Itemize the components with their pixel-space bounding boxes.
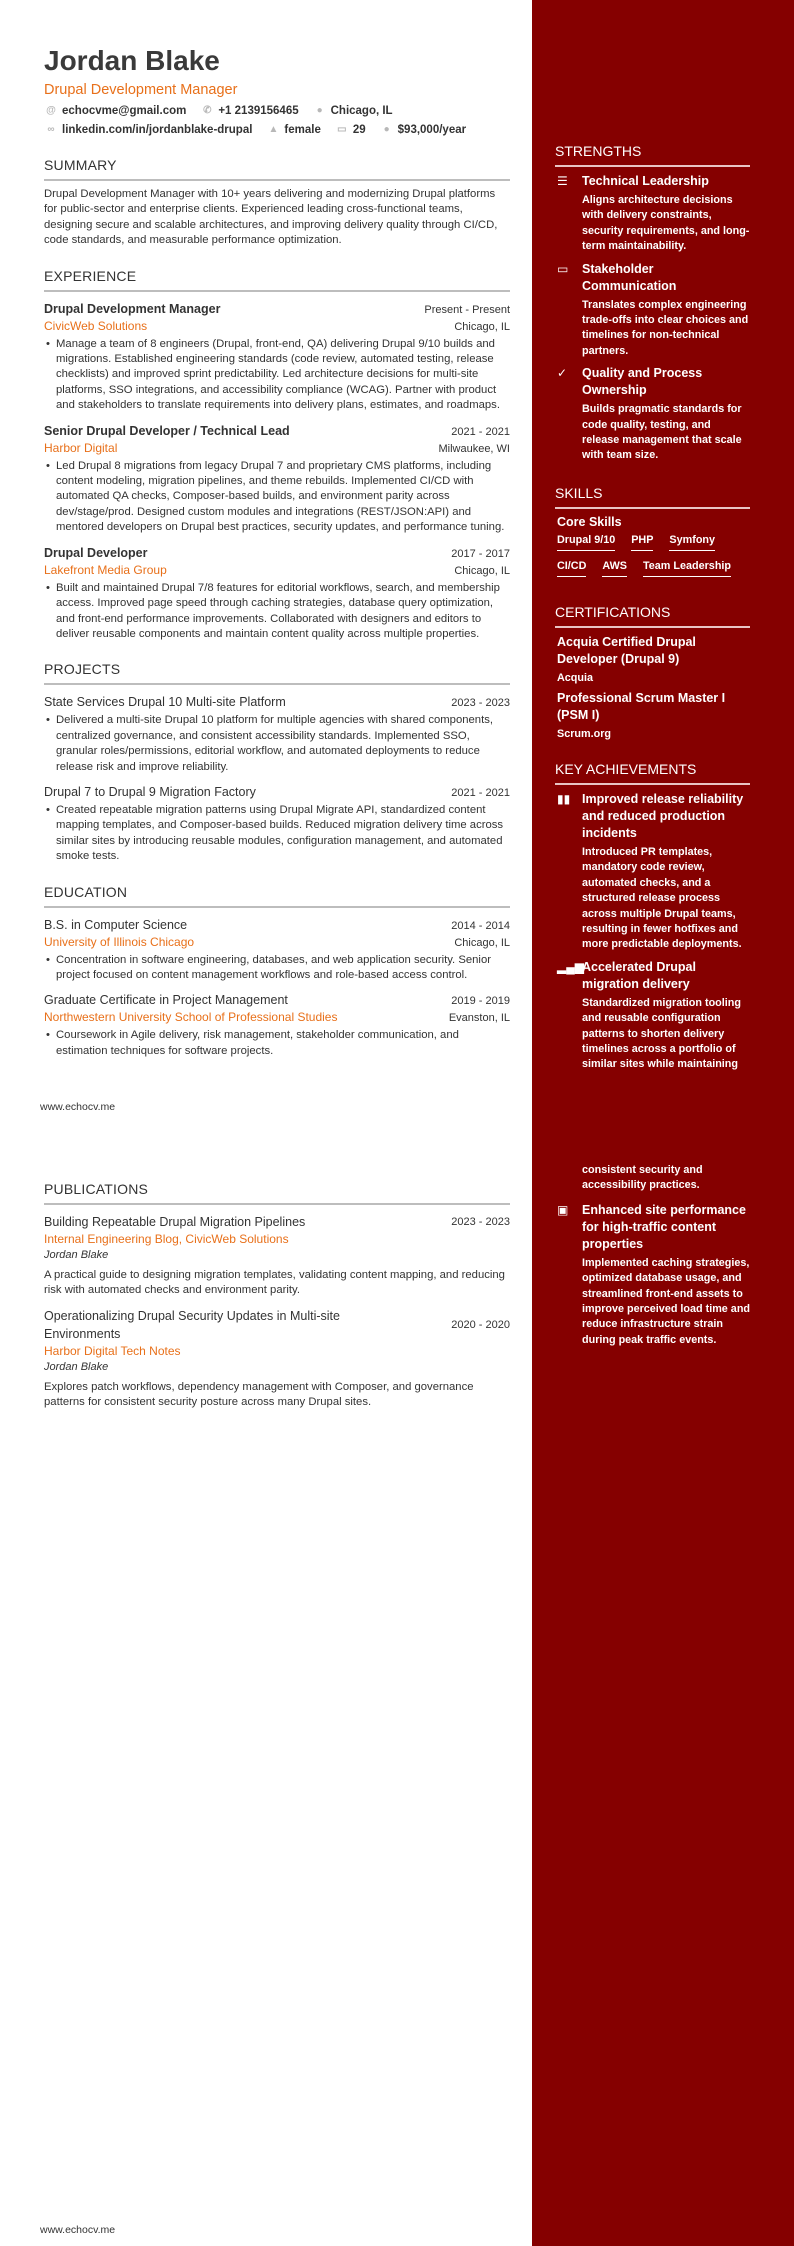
certification-issuer: Acquia bbox=[557, 671, 593, 684]
sidebar bbox=[532, 1123, 794, 2246]
salary: $93,000/year bbox=[397, 124, 467, 136]
publication-description: A practical guide to designing migration templates, validating content mapping, and reducing risk with automated checks and environment parity. bbox=[44, 1269, 505, 1297]
database-icon: ☰ bbox=[557, 174, 568, 188]
candidate-name: Jordan Blake bbox=[44, 45, 220, 76]
degree-dates: 2019 - 2019 bbox=[451, 995, 510, 1008]
job-location: Milwaukee, WI bbox=[438, 442, 510, 455]
book-icon: ▮▮ bbox=[557, 791, 571, 806]
sidebar bbox=[532, 0, 794, 1123]
job-location: Chicago, IL bbox=[454, 564, 510, 577]
achievement-title: Accelerated Drupal migration delivery bbox=[582, 959, 696, 991]
strength-item bbox=[555, 173, 750, 255]
publication-publisher: Harbor Digital Tech Notes bbox=[44, 1343, 181, 1358]
publication-description: Explores patch workflows, dependency management with Composer, and governance patterns for consistent security posture across many Drupal sites. bbox=[44, 1380, 474, 1409]
publication-author: Jordan Blake bbox=[44, 1249, 109, 1261]
school-name: Northwestern University School of Professional Studies bbox=[44, 1010, 338, 1025]
achievement-description: Standardized migration tooling and reusable configuration patterns to shorten delivery timelines across a portfolio of similar sites while maintaining bbox=[582, 996, 741, 1071]
publication-dates: 2020 - 2020 bbox=[451, 1318, 510, 1331]
publication-publisher: Internal Engineering Blog, CivicWeb Solutions bbox=[44, 1232, 289, 1246]
job-header bbox=[44, 300, 510, 318]
bullet-dot: • bbox=[46, 714, 50, 727]
bullet-dot: • bbox=[46, 803, 50, 816]
bullet bbox=[44, 459, 510, 536]
bullet-text: Built and maintained Drupal 7/8 features for editorial workflows, search, and membership access. Improved page speed through caching strategies, database query optimization, and front-end performance improvements. Collaborated with designers and editors to deliver reusable components and maintain content quality across multiple properties. bbox=[56, 581, 500, 640]
bullet-text: Coursework in Agile delivery, risk management, stakeholder communication, and estimation techniques for software projects. bbox=[56, 1029, 459, 1057]
projects-list bbox=[44, 693, 510, 864]
footer-link[interactable]: www.echocv.me bbox=[40, 1101, 116, 1113]
publication-title: Building Repeatable Drupal Migration Pipelines bbox=[44, 1215, 306, 1229]
strength-title: Technical Leadership bbox=[582, 174, 709, 188]
publications-list bbox=[44, 1213, 510, 1411]
strengths-list bbox=[555, 173, 750, 464]
linkedin[interactable]: linkedin.com/in/jordanblake-drupal bbox=[62, 124, 253, 136]
gender: female bbox=[284, 124, 321, 136]
project-item bbox=[44, 693, 510, 775]
education-list bbox=[44, 916, 510, 1060]
bullet bbox=[44, 953, 510, 984]
school-row bbox=[44, 1009, 510, 1026]
project-dates: 2023 - 2023 bbox=[451, 697, 510, 710]
job-title: Senior Drupal Developer / Technical Lead bbox=[44, 423, 290, 438]
age: 29 bbox=[352, 124, 366, 136]
achievement-description: consistent security and accessibility practices. bbox=[582, 1164, 703, 1192]
publications-heading: PUBLICATIONS bbox=[44, 1180, 510, 1205]
skill-tag: PHP bbox=[631, 531, 653, 551]
link-icon: ∞ bbox=[47, 124, 55, 135]
achievement-description: Introduced PR templates, mandatory code review, automated checks, and a structured release process across multiple Drupal teams, resulting in fewer hotfixes and more predictable deployments. bbox=[582, 845, 742, 951]
publication-header bbox=[44, 1213, 510, 1231]
achievement-item bbox=[555, 1202, 750, 1348]
school-location: Chicago, IL bbox=[454, 936, 510, 949]
strength-item bbox=[555, 261, 750, 360]
calendar-icon: ▭ bbox=[337, 124, 347, 135]
summary-text: Drupal Development Manager with 10+ years delivering and modernizing Drupal platforms for public-sector and enterprise clients. Experienced leading cross-functional teams, designing secure and scalable architectures, and improving delivery quality through CI/CD, code standards, and measurable performance optimization. bbox=[44, 188, 498, 247]
publication-header bbox=[44, 1307, 510, 1343]
achievement-description: Implemented caching strategies, optimized database usage, and streamlined front-end assets to improve perceived load time and reduce infrastructure strain during peak traffic events. bbox=[582, 1256, 751, 1346]
job-title: Drupal Developer bbox=[44, 545, 148, 560]
skill-tag: Team Leadership bbox=[643, 557, 731, 577]
degree-title: B.S. in Computer Science bbox=[44, 917, 188, 932]
project-title: Drupal 7 to Drupal 9 Migration Factory bbox=[44, 784, 256, 799]
job-header bbox=[44, 544, 510, 562]
certifications-heading: CERTIFICATIONS bbox=[555, 603, 750, 628]
check-icon: ✓ bbox=[557, 366, 568, 381]
company-name: Lakefront Media Group bbox=[44, 562, 167, 577]
skill-tag: Drupal 9/10 bbox=[557, 531, 615, 551]
job-dates: 2021 - 2021 bbox=[451, 425, 510, 438]
bullet-text: Delivered a multi-site Drupal 10 platform for multiple agencies with shared components, centralized governance, and consistent accessibility standards. Implemented SSO, granular roles/permissions, editorial workflow, and automated deployments to reduce release risk and improve reliability. bbox=[56, 714, 494, 773]
achievement-title: Improved release reliability and reduced production incidents bbox=[582, 791, 744, 840]
strength-title: Quality and Process Ownership bbox=[582, 366, 703, 398]
bullet bbox=[44, 713, 510, 775]
company-name: CivicWeb Solutions bbox=[44, 318, 148, 333]
publication-author: Jordan Blake bbox=[44, 1360, 109, 1373]
strength-description: Builds pragmatic standards for code quality, testing, and release management that scale with team size. bbox=[582, 403, 742, 462]
project-title: State Services Drupal 10 Multi-site Platform bbox=[44, 695, 286, 710]
job-dates: 2017 - 2017 bbox=[451, 547, 510, 560]
bullet-text: Led Drupal 8 migrations from legacy Drupal 7 and proprietary CMS platforms, including content modeling, migration pipelines, and theme rebuilds. Implemented CI/CD with automated QA checks, Composer-based builds, and environment parity across dev/stage/prod. Designed custom modules and integrations (REST/JSON:API) and mentored developers on Drupal best practices, security updates, and performance tuning. bbox=[56, 459, 505, 534]
skills-heading: SKILLS bbox=[555, 484, 750, 509]
skills-group: Core Skills bbox=[557, 514, 622, 529]
project-header bbox=[44, 693, 510, 711]
bullet-text: Manage a team of 8 engineers (Drupal, front-end, QA) delivering Drupal 9/10 builds and migrations. Established engineering standards (code review, automated testing, release checklists) and improved sprint predictability. Led architecture decisions for multi-site platforms, SSO integrations, and accessibility compliance (WCAG). Partner with product and stakeholders to translate requirements into delivery plans, estimates, and roadmaps. bbox=[56, 337, 500, 412]
bullet bbox=[44, 337, 510, 414]
certification-name: Professional Scrum Master I (PSM I) bbox=[557, 690, 726, 722]
project-dates: 2021 - 2021 bbox=[451, 786, 510, 799]
bullet-dot: • bbox=[46, 337, 50, 350]
bullet-text: Created repeatable migration patterns using Drupal Migrate API, standardized content mapping templates, and Composer-based builds. Reduced migration delivery time across similar sites by introducing reusable modules, configuration management, and automated smoke tests. bbox=[56, 803, 504, 863]
experience-item bbox=[44, 544, 510, 643]
education-heading: EDUCATION bbox=[44, 883, 510, 908]
bullet bbox=[44, 803, 510, 865]
job-header bbox=[44, 422, 510, 440]
strength-description: Translates complex engineering trade-offs into clear choices and timelines for non-technical partners. bbox=[582, 298, 749, 357]
publication-item bbox=[44, 1307, 510, 1411]
strengths-heading: STRENGTHS bbox=[555, 142, 750, 167]
experience-heading: EXPERIENCE bbox=[44, 267, 510, 292]
skill-tag: CI/CD bbox=[557, 557, 586, 577]
bullet-dot: • bbox=[46, 459, 50, 472]
job-title: Drupal Development Manager bbox=[44, 301, 221, 316]
achievement-item-continued bbox=[555, 1163, 750, 1194]
footer-link[interactable]: www.echocv.me bbox=[40, 2224, 116, 2236]
school-location: Evanston, IL bbox=[448, 1012, 510, 1025]
bullet-dot: • bbox=[46, 953, 50, 966]
location-icon: ● bbox=[316, 105, 323, 116]
phone-icon: ✆ bbox=[203, 105, 212, 116]
company-name: Harbor Digital bbox=[44, 440, 118, 455]
degree-dates: 2014 - 2014 bbox=[451, 919, 510, 932]
page-2 bbox=[0, 1123, 794, 2246]
certification-item bbox=[557, 690, 750, 740]
location: Chicago, IL bbox=[330, 105, 393, 117]
person-icon: ▲ bbox=[268, 124, 279, 135]
bullet-dot: • bbox=[46, 581, 50, 594]
project-header bbox=[44, 783, 510, 801]
chart-square-icon: ▣ bbox=[557, 1202, 569, 1217]
summary-heading: SUMMARY bbox=[44, 156, 510, 181]
job-dates: Present - Present bbox=[424, 303, 510, 316]
job-location: Chicago, IL bbox=[454, 320, 510, 333]
strength-description: Aligns architecture decisions with delivery constraints, security requirements, and long-term maintainability. bbox=[582, 194, 750, 253]
monitor-icon: ▭ bbox=[557, 261, 569, 276]
education-item bbox=[44, 991, 510, 1059]
bullet bbox=[44, 581, 510, 643]
degree-header bbox=[44, 916, 510, 934]
job-company-row bbox=[44, 562, 510, 579]
degree-title: Graduate Certificate in Project Management bbox=[44, 993, 288, 1008]
certifications-list bbox=[555, 634, 750, 740]
education-item bbox=[44, 916, 510, 984]
skill-tag: AWS bbox=[602, 557, 627, 577]
school-row bbox=[44, 934, 510, 951]
contact-line-1 bbox=[44, 103, 510, 119]
project-item bbox=[44, 783, 510, 865]
salary-icon: ● bbox=[383, 124, 390, 135]
skill-tags bbox=[555, 531, 750, 583]
publication-title: Operationalizing Drupal Security Updates in Multi-site Environments bbox=[44, 1308, 340, 1341]
experience-list bbox=[44, 300, 510, 643]
experience-item bbox=[44, 300, 510, 414]
certification-item bbox=[557, 634, 750, 684]
strength-item bbox=[555, 365, 750, 464]
publication-item bbox=[44, 1213, 510, 1299]
main-column bbox=[0, 1123, 532, 2246]
skill-tag: Symfony bbox=[669, 531, 715, 551]
phone: +1 2139156465 bbox=[218, 105, 299, 117]
achievement-title: Enhanced site performance for high-traffic content properties bbox=[582, 1202, 746, 1251]
certification-name: Acquia Certified Drupal Developer (Drupal 9) bbox=[557, 634, 696, 666]
email[interactable]: echocvme@gmail.com bbox=[62, 105, 187, 117]
main-column bbox=[0, 0, 532, 1123]
achievement-item bbox=[555, 959, 750, 1073]
bar-chart-icon: ▂▄▆ bbox=[557, 959, 584, 974]
bullet-dot: • bbox=[46, 1029, 50, 1042]
publication-dates: 2023 - 2023 bbox=[451, 1216, 510, 1228]
job-company-row bbox=[44, 318, 510, 335]
school-name: University of Illinois Chicago bbox=[44, 934, 195, 949]
candidate-title: Drupal Development Manager bbox=[44, 82, 238, 98]
achievement-item bbox=[555, 791, 750, 953]
achievements-heading: KEY ACHIEVEMENTS bbox=[555, 760, 750, 785]
degree-header bbox=[44, 991, 510, 1009]
job-company-row bbox=[44, 440, 510, 457]
email-icon: @ bbox=[46, 105, 56, 116]
bullet-text: Concentration in software engineering, databases, and web application security. Senior project focused on content management workflows and role-based access control. bbox=[56, 953, 491, 981]
strength-title: Stakeholder Communication bbox=[582, 261, 677, 293]
bullet bbox=[44, 1028, 510, 1059]
contact-line-2 bbox=[44, 122, 510, 138]
experience-item bbox=[44, 422, 510, 536]
certification-issuer: Scrum.org bbox=[557, 727, 611, 740]
projects-heading: PROJECTS bbox=[44, 660, 510, 685]
